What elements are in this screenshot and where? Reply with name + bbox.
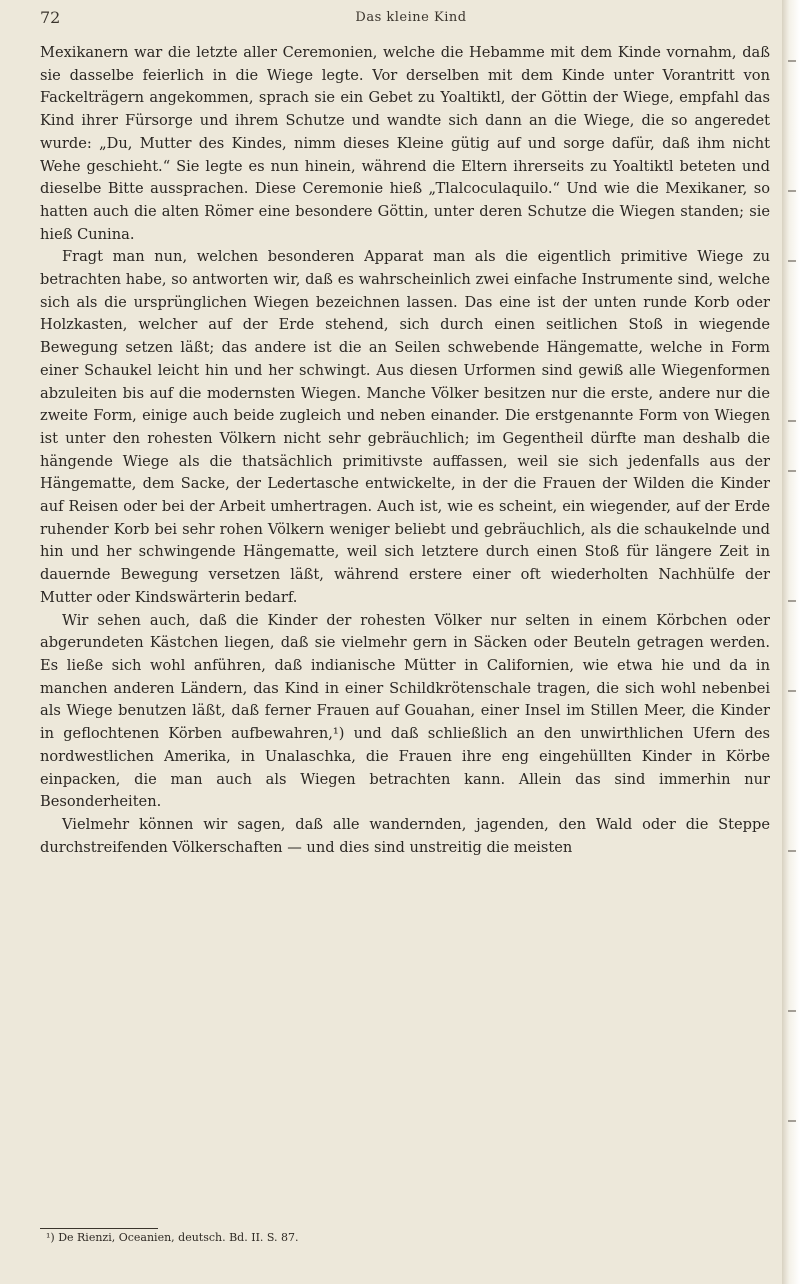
paragraph: Fragt man nun, welchen besonderen Apparat man als die eigentlich primitive Wiege zu betrachten habe, so antworten wir, daß es wahrscheinlich zwei einfache Instrumente sind, welche sich als die ursprünglichen Wiegen bezeichnen lassen. Das eine ist der unten runde Korb oder Holzkasten, welcher auf der Erde stehend, sich durch einen seitlichen Stoß in wiegende Bewegung setzen läßt; das andere ist die an Seilen schwebende Hängematte, welche in Form einer Schaukel leicht hin und her schwingt. Aus diesen Urformen sind gewiß alle Wiegenformen abzuleiten bis auf die modernsten Wiegen. Manche Völker besitzen nur die erste, andere nur die zweite Form, einige auch beide zugleich und neben einander. Die erstgenannte Form von Wiegen ist unter den rohesten Völkern nicht sehr gebräuchlich; im Gegentheil dürfte man deshalb die hängende Wiege als die thatsächlich primitivste auffassen, weil sie sich jedenfalls aus der Hängematte, dem Sacke, der Ledertasche entwickelte, in der die Frauen der Wilden die Kinder auf Reisen oder bei der Arbeit umhertragen. Auch ist, wie es scheint, ein wiegender, auf der Erde ruhender Korb bei sehr rohen Völkern weniger beliebt und gebräuchlich, als die schaukelnde und hin und her schwingende Hängematte, weil sich letztere durch einen Stoß für längere Zeit in dauernde Bewegung versetzen läßt, während erstere einer oft wiederholten Nachhülfe der Mutter oder Kindswärterin bedarf. xyxy=(40,248,770,606)
running-head: Das kleine Kind xyxy=(355,10,467,25)
paragraph: Mexikanern war die letzte aller Ceremonien, welche die Hebamme mit dem Kinde vornahm, daß sie dasselbe feierlich in die Wiege legte. Vor derselben mit dem Kinde unter Vorantritt von Fackelträgern angekommen, sprach sie ein Gebet zu Yoaltiktl, der Göttin der Wiege, empfahl das Kind ihrer Fürsorge und ihrem Schutze und wandte sich dann an die Wiege, die so angeredet wurde: „Du, Mutter des Kindes, nimm dieses Kleine gütig auf und sorge dafür, daß ihm nicht Wehe geschieht.“ Sie legte es nun hinein, während die Eltern ihrerseits zu Yoaltiktl beteten und dieselbe Bitte aussprachen. Diese Ceremonie hieß „Tlalcoculaquilo.“ Und wie die Mexikaner, so hatten auch die alten Römer eine besondere Göttin, unter deren Schutze die Wiegen standen; sie hieß Cunina. xyxy=(40,44,770,243)
body-text xyxy=(40,42,770,859)
footnote: ¹) De Rienzi, Oceanien, deutsch. Bd. II. S. 87. xyxy=(46,1231,299,1244)
paragraph: Wir sehen auch, daß die Kinder der rohesten Völker nur selten in einem Körbchen oder abgerundeten Kästchen liegen, daß sie vielmehr gern in Säcken oder Beuteln getragen werden. Es ließe sich wohl anführen, daß indianische Mütter in Californien, wie etwa hie und da in manchen anderen Ländern, das Kind in einer Schildkrötenschale tragen, die sich wohl nebenbei als Wiege benutzen läßt, daß ferner Frauen auf Gouahan, einer Insel im Stillen Meer, die Kinder in geflochtenen Körben aufbewahren,¹) und daß schließlich an den unwirthlichen Ufern des nordwestlichen Amerika, in Unalaschka, die Frauen ihre eng eingehüllten Kinder in Körbe einpacken, die man auch als Wiegen betrachten kann. Allein das sind immerhin nur Besonderheiten. xyxy=(40,611,770,811)
page-edge xyxy=(782,0,800,1284)
binding-marks xyxy=(786,0,796,1284)
page-number: 72 xyxy=(40,8,61,27)
paragraph: Vielmehr können wir sagen, daß alle wandernden, jagenden, den Wald oder die Steppe durchstreifenden Völkerschaften — und dies sind unstreitig die meisten xyxy=(40,815,770,856)
footnote-rule xyxy=(40,1228,158,1229)
